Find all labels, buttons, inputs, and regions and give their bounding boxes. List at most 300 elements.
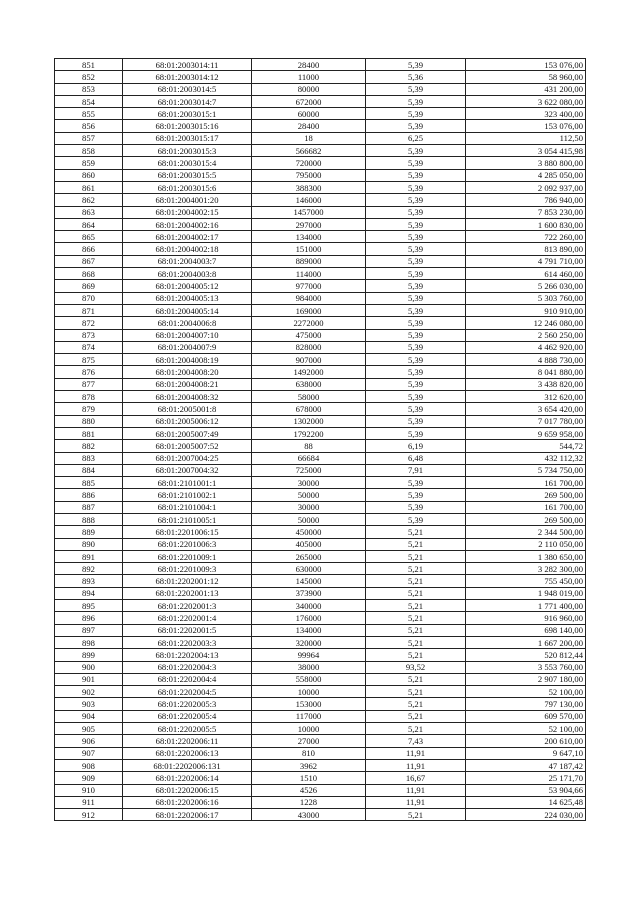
cadastral-number-cell: 68:01:2201009:3 <box>123 563 252 575</box>
row-number-cell: 856 <box>55 120 123 132</box>
amount-cell: 3 622 080,00 <box>466 95 586 107</box>
cadastral-number-cell: 68:01:2004005:12 <box>123 280 252 292</box>
rate-cell: 5,39 <box>366 157 466 169</box>
amount-cell: 7 017 780,00 <box>466 415 586 427</box>
rate-cell: 5,21 <box>366 600 466 612</box>
table-row <box>55 784 586 796</box>
cadastral-number-cell: 68:01:2004002:15 <box>123 206 252 218</box>
rate-cell: 5,39 <box>366 489 466 501</box>
area-cell: 134000 <box>252 624 366 636</box>
amount-cell: 58 960,00 <box>466 71 586 83</box>
cadastral-number-cell: 68:01:2202004:13 <box>123 649 252 661</box>
row-number-cell: 880 <box>55 415 123 427</box>
rate-cell: 7,91 <box>366 464 466 476</box>
cadastral-number-cell: 68:01:2202001:13 <box>123 587 252 599</box>
rate-cell: 5,39 <box>366 391 466 403</box>
amount-cell: 2 110 050,00 <box>466 538 586 550</box>
amount-cell: 269 500,00 <box>466 489 586 501</box>
rate-cell: 5,21 <box>366 526 466 538</box>
rate-cell: 5,39 <box>366 354 466 366</box>
amount-cell: 432 112,32 <box>466 452 586 464</box>
cadastral-number-cell: 68:01:2202006:17 <box>123 809 252 821</box>
area-cell: 1228 <box>252 796 366 808</box>
table-row <box>55 378 586 390</box>
area-cell: 99964 <box>252 649 366 661</box>
area-cell: 28400 <box>252 59 366 71</box>
amount-cell: 3 438 820,00 <box>466 378 586 390</box>
amount-cell: 153 076,00 <box>466 59 586 71</box>
area-cell: 810 <box>252 747 366 759</box>
row-number-cell: 869 <box>55 280 123 292</box>
table-row <box>55 587 586 599</box>
area-cell: 1792200 <box>252 427 366 439</box>
area-cell: 2272000 <box>252 317 366 329</box>
area-cell: 114000 <box>252 268 366 280</box>
row-number-cell: 902 <box>55 686 123 698</box>
cadastral-number-cell: 68:01:2202004:4 <box>123 673 252 685</box>
table-row <box>55 477 586 489</box>
amount-cell: 3 282 300,00 <box>466 563 586 575</box>
amount-cell: 4 791 710,00 <box>466 255 586 267</box>
rate-cell: 5,39 <box>366 403 466 415</box>
rate-cell: 5,21 <box>366 612 466 624</box>
area-cell: 10000 <box>252 686 366 698</box>
cadastral-number-cell: 68:01:2004005:14 <box>123 304 252 316</box>
area-cell: 725000 <box>252 464 366 476</box>
rate-cell: 5,39 <box>366 366 466 378</box>
area-cell: 475000 <box>252 329 366 341</box>
cadastral-number-cell: 68:01:2003015:16 <box>123 120 252 132</box>
cadastral-number-cell: 68:01:2003015:1 <box>123 108 252 120</box>
rate-cell: 5,39 <box>366 120 466 132</box>
area-cell: 145000 <box>252 575 366 587</box>
amount-cell: 1 380 650,00 <box>466 550 586 562</box>
amount-cell: 813 890,00 <box>466 243 586 255</box>
area-cell: 1492000 <box>252 366 366 378</box>
area-cell: 320000 <box>252 636 366 648</box>
area-cell: 977000 <box>252 280 366 292</box>
amount-cell: 4 462 920,00 <box>466 341 586 353</box>
amount-cell: 1 667 200,00 <box>466 636 586 648</box>
rate-cell: 5,39 <box>366 145 466 157</box>
table-row <box>55 796 586 808</box>
rate-cell: 11,91 <box>366 784 466 796</box>
amount-cell: 1 948 019,00 <box>466 587 586 599</box>
row-number-cell: 875 <box>55 354 123 366</box>
rate-cell: 5,39 <box>366 378 466 390</box>
table-row <box>55 71 586 83</box>
rate-cell: 5,39 <box>366 292 466 304</box>
table-row <box>55 194 586 206</box>
row-number-cell: 890 <box>55 538 123 550</box>
amount-cell: 12 246 080,00 <box>466 317 586 329</box>
row-number-cell: 887 <box>55 501 123 513</box>
rate-cell: 6,19 <box>366 440 466 452</box>
area-cell: 828000 <box>252 341 366 353</box>
table-row <box>55 59 586 71</box>
area-cell: 340000 <box>252 600 366 612</box>
amount-cell: 47 187,42 <box>466 759 586 771</box>
rate-cell: 5,39 <box>366 329 466 341</box>
table-row <box>55 526 586 538</box>
cadastral-number-cell: 68:01:2003014:11 <box>123 59 252 71</box>
area-cell: 558000 <box>252 673 366 685</box>
amount-cell: 797 130,00 <box>466 698 586 710</box>
table-row <box>55 735 586 747</box>
area-cell: 265000 <box>252 550 366 562</box>
cadastral-number-cell: 68:01:2202005:4 <box>123 710 252 722</box>
cadastral-number-cell: 68:01:2005001:8 <box>123 403 252 415</box>
rate-cell: 5,21 <box>366 575 466 587</box>
row-number-cell: 878 <box>55 391 123 403</box>
row-number-cell: 873 <box>55 329 123 341</box>
table-row <box>55 624 586 636</box>
row-number-cell: 859 <box>55 157 123 169</box>
area-cell: 43000 <box>252 809 366 821</box>
amount-cell: 269 500,00 <box>466 513 586 525</box>
rate-cell: 5,21 <box>366 698 466 710</box>
table-row <box>55 157 586 169</box>
cadastral-number-cell: 68:01:2003014:12 <box>123 71 252 83</box>
row-number-cell: 912 <box>55 809 123 821</box>
area-cell: 134000 <box>252 231 366 243</box>
table-row <box>55 686 586 698</box>
cadastral-number-cell: 68:01:2003015:6 <box>123 181 252 193</box>
row-number-cell: 889 <box>55 526 123 538</box>
row-number-cell: 899 <box>55 649 123 661</box>
row-number-cell: 882 <box>55 440 123 452</box>
amount-cell: 2 092 937,00 <box>466 181 586 193</box>
table-row <box>55 120 586 132</box>
table-row <box>55 366 586 378</box>
row-number-cell: 851 <box>55 59 123 71</box>
amount-cell: 910 910,00 <box>466 304 586 316</box>
row-number-cell: 911 <box>55 796 123 808</box>
rate-cell: 5,39 <box>366 169 466 181</box>
area-cell: 66684 <box>252 452 366 464</box>
row-number-cell: 876 <box>55 366 123 378</box>
row-number-cell: 904 <box>55 710 123 722</box>
cadastral-number-cell: 68:01:2005006:12 <box>123 415 252 427</box>
rate-cell: 11,91 <box>366 796 466 808</box>
area-cell: 38000 <box>252 661 366 673</box>
table-row <box>55 231 586 243</box>
table-row <box>55 636 586 648</box>
row-number-cell: 892 <box>55 563 123 575</box>
table-row <box>55 354 586 366</box>
cadastral-number-cell: 68:01:2007004:32 <box>123 464 252 476</box>
area-cell: 388300 <box>252 181 366 193</box>
row-number-cell: 871 <box>55 304 123 316</box>
table-row <box>55 673 586 685</box>
area-cell: 88 <box>252 440 366 452</box>
table-row <box>55 83 586 95</box>
area-cell: 889000 <box>252 255 366 267</box>
table-row <box>55 181 586 193</box>
cadastral-number-cell: 68:01:2202001:12 <box>123 575 252 587</box>
amount-cell: 3 880 800,00 <box>466 157 586 169</box>
area-cell: 80000 <box>252 83 366 95</box>
amount-cell: 609 570,00 <box>466 710 586 722</box>
cadastral-number-cell: 68:01:2202006:13 <box>123 747 252 759</box>
rate-cell: 5,39 <box>366 415 466 427</box>
cadastral-number-cell: 68:01:2101001:1 <box>123 477 252 489</box>
data-table <box>54 58 586 821</box>
row-number-cell: 864 <box>55 218 123 230</box>
amount-cell: 8 041 880,00 <box>466 366 586 378</box>
area-cell: 373900 <box>252 587 366 599</box>
rate-cell: 5,39 <box>366 501 466 513</box>
area-cell: 1510 <box>252 772 366 784</box>
area-cell: 30000 <box>252 501 366 513</box>
cadastral-number-cell: 68:01:2202006:11 <box>123 735 252 747</box>
area-cell: 678000 <box>252 403 366 415</box>
table-row <box>55 747 586 759</box>
rate-cell: 7,43 <box>366 735 466 747</box>
table-row <box>55 501 586 513</box>
amount-cell: 53 904,66 <box>466 784 586 796</box>
row-number-cell: 854 <box>55 95 123 107</box>
rate-cell: 5,21 <box>366 587 466 599</box>
table-row <box>55 698 586 710</box>
table-row <box>55 550 586 562</box>
table-row <box>55 649 586 661</box>
area-cell: 50000 <box>252 513 366 525</box>
row-number-cell: 906 <box>55 735 123 747</box>
amount-cell: 52 100,00 <box>466 723 586 735</box>
row-number-cell: 853 <box>55 83 123 95</box>
row-number-cell: 907 <box>55 747 123 759</box>
row-number-cell: 870 <box>55 292 123 304</box>
amount-cell: 224 030,00 <box>466 809 586 821</box>
table-row <box>55 710 586 722</box>
table-row <box>55 268 586 280</box>
rate-cell: 5,39 <box>366 280 466 292</box>
area-cell: 146000 <box>252 194 366 206</box>
rate-cell: 5,39 <box>366 95 466 107</box>
row-number-cell: 852 <box>55 71 123 83</box>
area-cell: 907000 <box>252 354 366 366</box>
row-number-cell: 858 <box>55 145 123 157</box>
table-row <box>55 132 586 144</box>
rate-cell: 11,91 <box>366 747 466 759</box>
area-cell: 10000 <box>252 723 366 735</box>
cadastral-number-cell: 68:01:2003015:3 <box>123 145 252 157</box>
amount-cell: 153 076,00 <box>466 120 586 132</box>
amount-cell: 755 450,00 <box>466 575 586 587</box>
area-cell: 151000 <box>252 243 366 255</box>
rate-cell: 5,21 <box>366 686 466 698</box>
table-row <box>55 218 586 230</box>
area-cell: 720000 <box>252 157 366 169</box>
row-number-cell: 867 <box>55 255 123 267</box>
rate-cell: 11,91 <box>366 759 466 771</box>
cadastral-number-cell: 68:01:2004008:32 <box>123 391 252 403</box>
table-row <box>55 391 586 403</box>
table-row <box>55 575 586 587</box>
table-row <box>55 464 586 476</box>
rate-cell: 5,21 <box>366 710 466 722</box>
cadastral-number-cell: 68:01:2004002:17 <box>123 231 252 243</box>
amount-cell: 4 888 730,00 <box>466 354 586 366</box>
rate-cell: 5,39 <box>366 243 466 255</box>
area-cell: 50000 <box>252 489 366 501</box>
area-cell: 30000 <box>252 477 366 489</box>
table-row <box>55 415 586 427</box>
cadastral-number-cell: 68:01:2003015:4 <box>123 157 252 169</box>
rate-cell: 5,39 <box>366 231 466 243</box>
amount-cell: 323 400,00 <box>466 108 586 120</box>
amount-cell: 1 771 400,00 <box>466 600 586 612</box>
table-row <box>55 440 586 452</box>
table-row <box>55 661 586 673</box>
rate-cell: 5,39 <box>366 477 466 489</box>
area-cell: 28400 <box>252 120 366 132</box>
rate-cell: 5,39 <box>366 268 466 280</box>
rate-cell: 5,21 <box>366 649 466 661</box>
area-cell: 566682 <box>252 145 366 157</box>
row-number-cell: 905 <box>55 723 123 735</box>
amount-cell: 200 610,00 <box>466 735 586 747</box>
area-cell: 1302000 <box>252 415 366 427</box>
table-row <box>55 723 586 735</box>
amount-cell: 25 171,70 <box>466 772 586 784</box>
amount-cell: 9 659 958,00 <box>466 427 586 439</box>
cadastral-number-cell: 68:01:2003015:17 <box>123 132 252 144</box>
cadastral-number-cell: 68:01:2007004:25 <box>123 452 252 464</box>
cadastral-number-cell: 68:01:2004008:20 <box>123 366 252 378</box>
amount-cell: 2 560 250,00 <box>466 329 586 341</box>
cadastral-number-cell: 68:01:2202001:4 <box>123 612 252 624</box>
table-row <box>55 280 586 292</box>
table-row <box>55 329 586 341</box>
amount-cell: 3 654 420,00 <box>466 403 586 415</box>
row-number-cell: 886 <box>55 489 123 501</box>
area-cell: 176000 <box>252 612 366 624</box>
amount-cell: 698 140,00 <box>466 624 586 636</box>
cadastral-number-cell: 68:01:2202006:14 <box>123 772 252 784</box>
cadastral-number-cell: 68:01:2202001:3 <box>123 600 252 612</box>
amount-cell: 5 266 030,00 <box>466 280 586 292</box>
table-row <box>55 452 586 464</box>
cadastral-number-cell: 68:01:2202006:131 <box>123 759 252 771</box>
table-row <box>55 206 586 218</box>
cadastral-number-cell: 68:01:2004003:7 <box>123 255 252 267</box>
cadastral-number-cell: 68:01:2202005:5 <box>123 723 252 735</box>
cadastral-number-cell: 68:01:2202004:3 <box>123 661 252 673</box>
rate-cell: 5,39 <box>366 218 466 230</box>
row-number-cell: 888 <box>55 513 123 525</box>
area-cell: 405000 <box>252 538 366 550</box>
rate-cell: 6,48 <box>366 452 466 464</box>
table-row <box>55 427 586 439</box>
table-row <box>55 304 586 316</box>
cadastral-number-cell: 68:01:2202006:15 <box>123 784 252 796</box>
table-row <box>55 612 586 624</box>
cadastral-number-cell: 68:01:2003014:5 <box>123 83 252 95</box>
cadastral-number-cell: 68:01:2202003:3 <box>123 636 252 648</box>
rate-cell: 5,39 <box>366 255 466 267</box>
row-number-cell: 872 <box>55 317 123 329</box>
row-number-cell: 885 <box>55 477 123 489</box>
rate-cell: 5,21 <box>366 636 466 648</box>
amount-cell: 1 600 830,00 <box>466 218 586 230</box>
amount-cell: 916 960,00 <box>466 612 586 624</box>
table-row <box>55 95 586 107</box>
area-cell: 297000 <box>252 218 366 230</box>
amount-cell: 5 303 760,00 <box>466 292 586 304</box>
rate-cell: 5,21 <box>366 809 466 821</box>
rate-cell: 5,39 <box>366 181 466 193</box>
rate-cell: 5,21 <box>366 673 466 685</box>
cadastral-number-cell: 68:01:2004005:13 <box>123 292 252 304</box>
cadastral-number-cell: 68:01:2005007:49 <box>123 427 252 439</box>
rate-cell: 5,39 <box>366 59 466 71</box>
area-cell: 450000 <box>252 526 366 538</box>
row-number-cell: 903 <box>55 698 123 710</box>
cadastral-number-cell: 68:01:2004007:9 <box>123 341 252 353</box>
rate-cell: 93,52 <box>366 661 466 673</box>
rate-cell: 5,39 <box>366 513 466 525</box>
area-cell: 58000 <box>252 391 366 403</box>
row-number-cell: 865 <box>55 231 123 243</box>
area-cell: 638000 <box>252 378 366 390</box>
row-number-cell: 898 <box>55 636 123 648</box>
amount-cell: 431 200,00 <box>466 83 586 95</box>
area-cell: 4526 <box>252 784 366 796</box>
row-number-cell: 866 <box>55 243 123 255</box>
row-number-cell: 868 <box>55 268 123 280</box>
amount-cell: 520 812,44 <box>466 649 586 661</box>
row-number-cell: 900 <box>55 661 123 673</box>
rate-cell: 6,25 <box>366 132 466 144</box>
table-row <box>55 169 586 181</box>
area-cell: 117000 <box>252 710 366 722</box>
table-row <box>55 255 586 267</box>
amount-cell: 14 625,48 <box>466 796 586 808</box>
amount-cell: 786 940,00 <box>466 194 586 206</box>
area-cell: 1457000 <box>252 206 366 218</box>
table-row <box>55 513 586 525</box>
table-row <box>55 341 586 353</box>
row-number-cell: 895 <box>55 600 123 612</box>
row-number-cell: 901 <box>55 673 123 685</box>
cadastral-number-cell: 68:01:2202001:5 <box>123 624 252 636</box>
area-cell: 795000 <box>252 169 366 181</box>
table-row <box>55 809 586 821</box>
cadastral-number-cell: 68:01:2201009:1 <box>123 550 252 562</box>
rate-cell: 16,67 <box>366 772 466 784</box>
table-row <box>55 145 586 157</box>
cadastral-number-cell: 68:01:2004002:16 <box>123 218 252 230</box>
cadastral-number-cell: 68:01:2003014:7 <box>123 95 252 107</box>
amount-cell: 5 734 750,00 <box>466 464 586 476</box>
rate-cell: 5,39 <box>366 108 466 120</box>
table-row <box>55 489 586 501</box>
area-cell: 672000 <box>252 95 366 107</box>
rate-cell: 5,21 <box>366 538 466 550</box>
row-number-cell: 893 <box>55 575 123 587</box>
table-row <box>55 403 586 415</box>
row-number-cell: 897 <box>55 624 123 636</box>
rate-cell: 5,21 <box>366 550 466 562</box>
area-cell: 630000 <box>252 563 366 575</box>
table-row <box>55 600 586 612</box>
rate-cell: 5,21 <box>366 624 466 636</box>
table-row <box>55 317 586 329</box>
row-number-cell: 894 <box>55 587 123 599</box>
cadastral-number-cell: 68:01:2201006:15 <box>123 526 252 538</box>
